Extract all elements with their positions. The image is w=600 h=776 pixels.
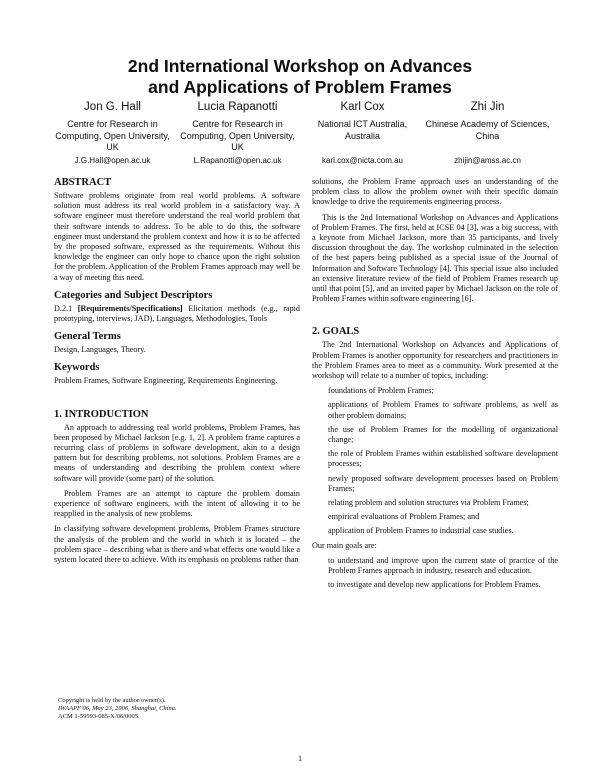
author-1 (50, 100, 175, 166)
list-item: to understand and improve upon the current state of practice of the Problem Frames approach in industry, research and education. (328, 555, 558, 576)
author-affiliation: Chinese Academy of Sciences, China (425, 119, 550, 141)
keywords-heading: Keywords (54, 362, 100, 374)
category-description: Elicitation methods (e.g., rapid prototyping, interviews, JAD), Languages, Methodologies, Tools (54, 303, 301, 324)
paper-title (60, 56, 540, 98)
general-terms-text: Design, Languages, Theory. (54, 345, 146, 355)
general-terms-heading: General Terms (54, 331, 121, 343)
list-item: the role of Problem Frames within established software development processes; (328, 449, 558, 469)
footnote-line-1: Copyright is held by the author/owner(s). (58, 697, 166, 704)
introduction-heading: 1. INTRODUCTION (54, 408, 149, 420)
author-3 (300, 100, 425, 166)
workshop-history-paragraph: This is the 2nd International Workshop on Advances and Applications of Problem Frames. The first, held at ICSE 04 [3], was a big success, with a keynote from Michael Jackson, more than 35 participants, and lively discussion throughout the day. The workshop culminated in the selection of the best papers being published as a special issue of the Journal of Information and Software Technology [4]. This special issue also included an extensive literature review of the field of Problem Frames research up until that point [5], and an invited paper by Michael Jackson on the role of Problem Frames within software engineering [6]. (312, 212, 558, 304)
author-email: J.G.Hall@open.ac.uk (74, 156, 151, 165)
continuation-paragraph: solutions, the Problem Frame approach uses an understanding of the problem class to allow the problem owner with their specific domain knowledge to drive the requirements engineering process. (312, 177, 558, 207)
author-affiliation: National ICT Australia, Australia (317, 119, 408, 141)
author-name: Zhi Jin (470, 101, 505, 113)
author-name: Jon G. Hall (84, 101, 141, 113)
list-item: newly proposed software development processes based on Problem Frames; (328, 473, 558, 493)
title-line-1: 2nd International Workshop on Advances (127, 56, 473, 76)
author-email: L.Rapanotti@open.ac.uk (193, 156, 282, 165)
list-item: relating problem and solution structures via Problem Frames; (328, 498, 529, 508)
main-goals-label: Our main goals are: (312, 540, 377, 550)
goals-intro: The 2nd International Workshop on Advances and Applications of Problem Frames is another opportunity for researchers and practitioners in the Problem Frames area to meet as a community. Work presented at the workshop will relate to a number of topics, including: (312, 340, 558, 381)
author-affiliation: Centre for Research in Computing, Open University, UK (180, 119, 295, 152)
topics-list (312, 386, 558, 536)
copyright-footnote (58, 697, 298, 721)
list-item: application of Problem Frames to industrial case studies. (328, 526, 514, 536)
author-block (50, 100, 550, 166)
introduction-paragraph-2: Problem Frames are an attempt to capture the problem domain experience of software engineers, with the intent of allowing it to be reapplied in the analysis of new problems. (54, 488, 300, 519)
author-2 (175, 100, 300, 166)
author-name: Lucia Rapanotti (197, 101, 278, 113)
categories-heading: Categories and Subject Descriptors (54, 289, 213, 301)
author-4 (425, 100, 550, 166)
goals-heading: 2. GOALS (312, 326, 360, 338)
author-email: zhijin@amss.ac.cn (454, 156, 521, 165)
list-item: the use of Problem Frames for the modelling of organizational change; (328, 424, 558, 445)
abstract-heading: ABSTRACT (54, 177, 112, 188)
abstract-text: Software problems originate from real world problems. A software solution must address its real world problem in a satisfactory way. A software engineer must therefore understand the real world problem that their software intends to address. To be able to do this, the software engineer must understand the problem context and how it is to be affected by the proposed software, expressed as the requirements. Without this knowledge the engineer can only hope to chance upon the right solution for the problem. Application of the Problem Frames approach may well be a way of meeting this need. (54, 191, 300, 282)
category-bold: [Requirements/Specifications] (77, 303, 183, 313)
keywords-text: Problem Frames, Software Engineering, Requirements Engineering. (54, 376, 278, 386)
list-item: to investigate and develop new applications for Problem Frames. (328, 580, 541, 590)
right-column (312, 177, 558, 595)
author-email: karl.cox@nicta.com.au (321, 156, 404, 165)
footnote-line-3: ACM 1-59593-085-X/06/0005. (58, 713, 140, 720)
main-goals-list (312, 556, 558, 591)
categories-text (54, 304, 300, 324)
author-name: Karl Cox (340, 101, 385, 113)
page-number: 1 (298, 754, 302, 763)
list-item: foundations of Problem Frames; (328, 386, 434, 396)
footnote-line-2: IWAAPF'06, May 23, 2006, Shanghai, China. (58, 705, 177, 712)
title-line-2: and Applications of Problem Frames (148, 77, 452, 97)
list-item: applications of Problem Frames to software problems, as well as other problem domains; (328, 400, 558, 420)
list-item: empirical evaluations of Problem Frames; and (328, 512, 480, 522)
introduction-paragraph-1: An approach to addressing real world problems, Problem Frames, has been proposed by Michael Jackson [e.g. 1, 2]. A problem frame captures a recurring class of problems in software development, akin to a design pattern but for describing problems, not solutions. Problem Frames are a means of understanding and describing the problem context where software will provide (some part) of the solution. (54, 422, 300, 483)
left-column (54, 177, 300, 570)
introduction-paragraph-3: In classifying software development problems, Problem Frames structure the analysis of the problem and the world in which it is located – the problem space – describing what is there and what effects one would like a system located there to achieve. With its emphasis on problems rather than (54, 524, 300, 565)
author-affiliation: Centre for Research in Computing, Open University, UK (55, 119, 170, 152)
category-code: D.2.1 (54, 303, 73, 313)
